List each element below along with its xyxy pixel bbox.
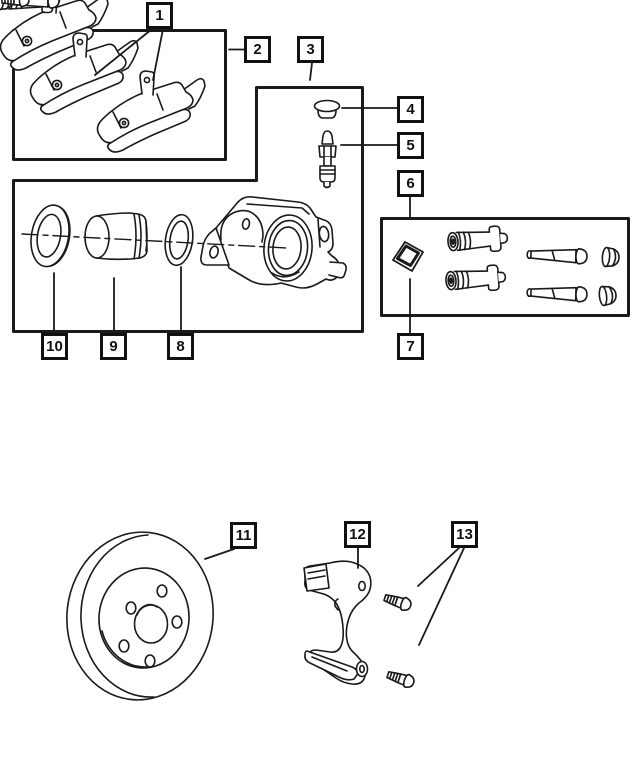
callout-1[interactable]: 1 xyxy=(146,2,173,29)
square-cut-seal xyxy=(393,242,423,271)
callout-10[interactable]: 10 xyxy=(41,333,68,360)
callout-4[interactable]: 4 xyxy=(397,96,424,123)
leader-1b xyxy=(153,29,163,80)
bleeder-screw-cap xyxy=(315,101,340,119)
brake-rotor xyxy=(58,524,222,707)
bleeder-screw xyxy=(319,131,336,188)
callout-7[interactable]: 7 xyxy=(397,333,424,360)
leader-13b xyxy=(419,548,464,645)
guide-pin-boot-2 xyxy=(445,264,506,293)
caliper-piston xyxy=(85,213,147,259)
pin-end-cap-2 xyxy=(598,285,616,306)
callout-8[interactable]: 8 xyxy=(167,333,194,360)
callout-13[interactable]: 13 xyxy=(451,521,478,548)
piston-dust-boot xyxy=(162,213,196,267)
callout-9[interactable]: 9 xyxy=(100,333,127,360)
mounting-bolt-1 xyxy=(383,591,413,612)
callout-2[interactable]: 2 xyxy=(244,36,271,63)
pin-end-cap-1 xyxy=(602,247,620,267)
mounting-bolt-2 xyxy=(386,668,416,689)
callout-5[interactable]: 5 xyxy=(397,132,424,159)
guide-pin-1 xyxy=(527,247,587,264)
guide-pin-2 xyxy=(527,285,587,302)
caliper-housing xyxy=(201,197,346,288)
leader-13a xyxy=(418,548,459,586)
caliper-adapter-bracket xyxy=(304,561,371,684)
callout-3[interactable]: 3 xyxy=(297,36,324,63)
leader-11 xyxy=(205,549,234,559)
leader-3 xyxy=(310,63,312,80)
guide-pin-boot-1 xyxy=(447,225,508,254)
callout-6[interactable]: 6 xyxy=(397,170,424,197)
callout-11[interactable]: 11 xyxy=(230,522,257,549)
callout-12[interactable]: 12 xyxy=(344,521,371,548)
